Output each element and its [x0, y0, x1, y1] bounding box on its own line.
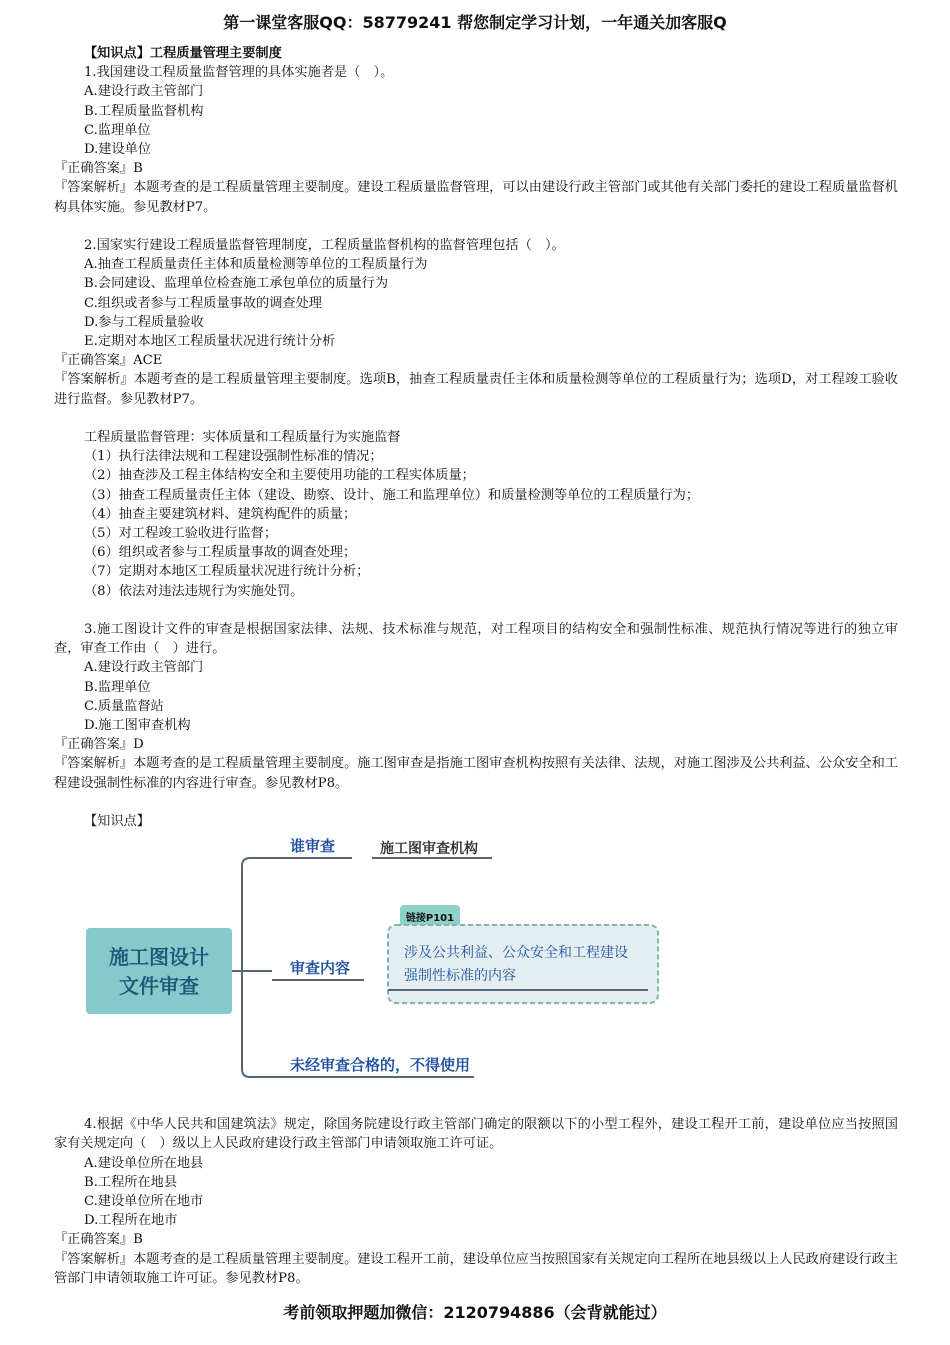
- q1-option-b: B.工程质量监督机构: [84, 103, 204, 119]
- q4-option-b: B.工程所在地县: [84, 1174, 178, 1190]
- q1-option-c: C.监理单位: [84, 122, 151, 138]
- q1-answer: 『正确答案』B: [54, 161, 143, 177]
- center-node: [86, 928, 232, 1014]
- q2-analysis: 『答案解析』本题考查的是工程质量管理主要制度。选项B，抽查工程质量责任主体和质量检测等单位的工程质量行为；选项D，对工程竣工验收进行监督。参见教材P7。: [54, 372, 898, 407]
- q1-analysis: 『答案解析』本题考查的是工程质量管理主要制度。建设工程质量监督管理，可以由建设行政主管部门或其他有关部门委托的建设工程质量监督机构具体实施。参见教材P7。: [54, 180, 898, 215]
- note-item-2: （2）抽查涉及工程主体结构安全和主要使用功能的工程实体质量；: [84, 468, 475, 484]
- knowledge-label: 【知识点】: [84, 814, 150, 830]
- q1-question: 1.我国建设工程质量监督管理的具体实施者是（ ）。: [84, 65, 394, 81]
- branch2-label: 审查内容: [290, 959, 351, 978]
- note-item-6: （6）组织或者参与工程质量事故的调查处理；: [84, 545, 357, 561]
- q2-option-c: C.组织或者参与工程质量事故的调查处理: [84, 295, 322, 311]
- section-title: 【知识点】工程质量管理主要制度: [84, 46, 282, 61]
- q1-option-d: D.建设单位: [84, 142, 152, 158]
- q2-question: 2.国家实行建设工程质量监督管理制度，工程质量监督机构的监督管理包括（ ）。: [84, 238, 565, 254]
- q4-analysis: 『答案解析』本题考查的是工程质量管理主要制度。建设工程开工前，建设单位应当按照国家有关规定向工程所在地县级以上人民政府建设行政主管部门申请领取施工许可证。参见教材P8。: [54, 1251, 898, 1286]
- q3-option-d: D.施工图审查机构: [84, 718, 191, 734]
- branch1-label: 谁审查: [290, 837, 336, 856]
- q1-option-a: A.建设行政主管部门: [84, 84, 204, 100]
- q3-option-b: B.监理单位: [84, 679, 151, 695]
- q4-answer: 『正确答案』B: [54, 1232, 143, 1248]
- q2-option-d: D.参与工程质量验收: [84, 314, 204, 330]
- q4-question: 4.根据《中华人民共和国建筑法》规定，除国务院建设行政主管部门确定的限额以下的小型工程外，建设工程开工前，建设单位应当按照国家有关规定向（ ）级以上人民政府建设行政主管部门申请领取施工许可证。: [54, 1117, 898, 1152]
- document-body: [54, 44, 898, 1288]
- branch1-value: 施工图审查机构: [380, 841, 478, 858]
- q4-option-d: D.工程所在地市: [84, 1213, 178, 1229]
- note-item-3: （3）抽查工程质量责任主体（建设、勘察、设计、施工和监理单位）和质量检测等单位的工程质量行为；: [84, 487, 700, 503]
- q3-question: 3.施工图设计文件的审查是根据国家法律、法规、技术标准与规范，对工程项目的结构安全和强制性标准、规范执行情况等进行的独立审查，审查工作由（ ）进行。: [54, 622, 898, 657]
- center-text-line1: 施工图设计: [109, 945, 209, 970]
- note-title: 工程质量监督管理：实体质量和工程质量行为实施监督: [84, 430, 401, 446]
- q3-answer: 『正确答案』D: [54, 737, 144, 753]
- q3-analysis: 『答案解析』本题考查的是工程质量管理主要制度。施工图审查是指施工图审查机构按照有关法律、法规，对施工图涉及公共利益、公众安全和工程建设强制性标准的内容进行审查。参见教材P8。: [54, 756, 898, 791]
- branch2-value-line1: 涉及公共利益、公众安全和工程建设: [404, 945, 628, 962]
- note-item-7: （7）定期对本地区工程质量状况进行统计分析；: [84, 564, 370, 580]
- connector-trunk: [242, 858, 272, 1077]
- content-box: [388, 925, 658, 1003]
- page-header: 第一课堂客服QQ：58779241 帮您制定学习计划，一年通关加客服Q: [223, 13, 727, 32]
- q2-option-b: B.会同建设、监理单位检查施工承包单位的质量行为: [84, 276, 389, 292]
- page-footer: 考前领取押题加微信：2120794886（会背就能过）: [283, 1303, 667, 1322]
- q2-option-e: E.定期对本地区工程质量状况进行统计分析: [84, 334, 336, 350]
- q4-option-c: C.建设单位所在地市: [84, 1194, 204, 1210]
- center-text-line2: 文件审查: [119, 974, 199, 999]
- mindmap-svg: [54, 833, 898, 1095]
- branch3-label: 未经审查合格的，不得使用: [290, 1056, 471, 1075]
- q3-option-a: A.建设行政主管部门: [84, 660, 204, 676]
- q3-option-c: C.质量监督站: [84, 698, 164, 714]
- note-item-1: （1）执行法律法规和工程建设强制性标准的情况；: [84, 449, 383, 465]
- note-item-8: （8）依法对违法违规行为实施处罚。: [84, 583, 304, 599]
- note-item-5: （5）对工程竣工验收进行监督；: [84, 526, 278, 542]
- mindmap-diagram: [54, 833, 898, 1095]
- branch2-value-line2: 强制性标准的内容: [404, 968, 516, 985]
- q2-option-a: A.抽查工程质量责任主体和质量检测等单位的工程质量行为: [84, 257, 428, 273]
- link-tag-text: 链接P101: [405, 913, 455, 925]
- q4-option-a: A.建设单位所在地县: [84, 1155, 204, 1171]
- q2-answer: 『正确答案』ACE: [54, 353, 163, 369]
- note-item-4: （4）抽查主要建筑材料、建筑构配件的质量；: [84, 506, 357, 522]
